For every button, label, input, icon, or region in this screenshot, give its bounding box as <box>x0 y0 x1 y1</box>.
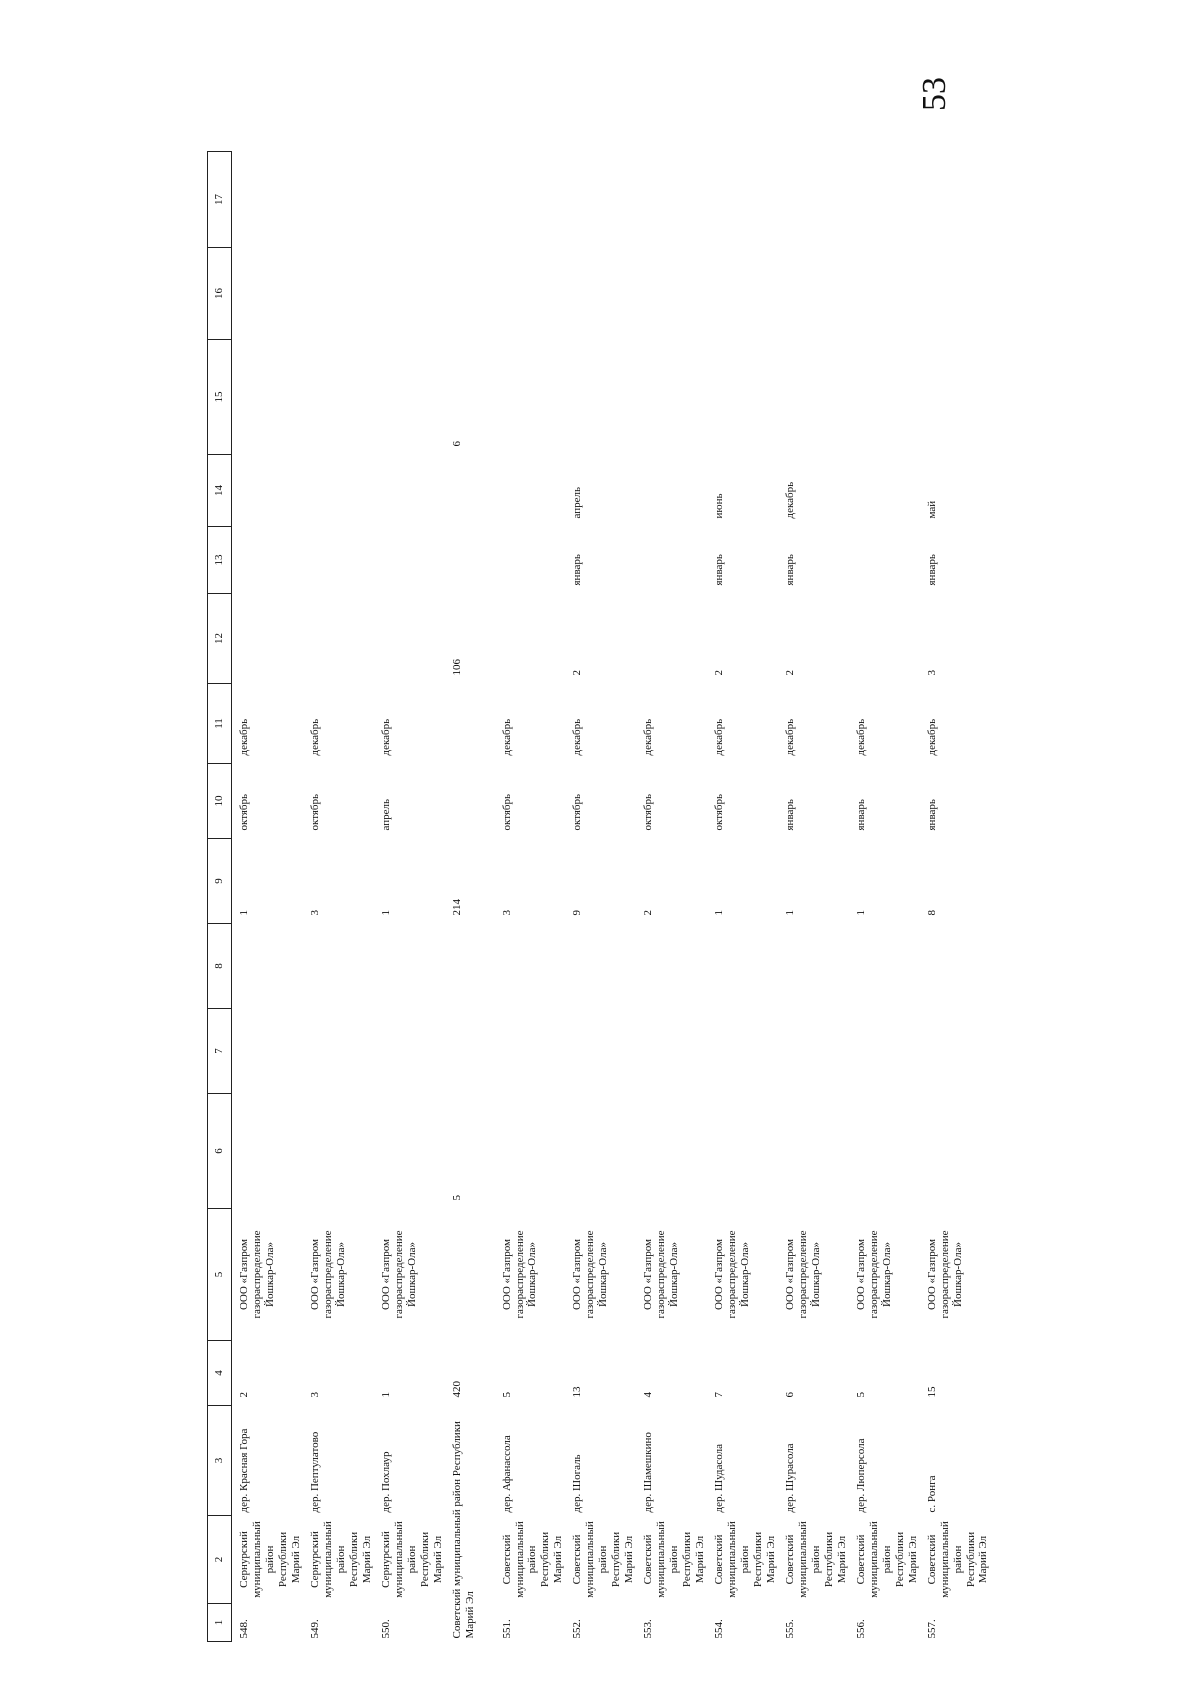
cell-col-4: 3 <box>308 1392 321 1398</box>
cell-col-9: 1 <box>854 910 867 916</box>
subtotal-cell-col-16 <box>445 248 495 340</box>
cell-col-1: 556. <box>854 1619 867 1639</box>
subtotal-cell-col-12: 106 <box>450 659 463 676</box>
cell-col-15 <box>707 340 778 455</box>
cell-col-10: январь <box>854 799 867 831</box>
cell-col-1: 557. <box>925 1619 938 1639</box>
cell-col-8 <box>920 924 991 1009</box>
subtotal-cell-col-8 <box>445 924 495 1009</box>
cell-col-11: декабрь <box>783 718 796 756</box>
column-header-6: 6 <box>208 1094 232 1209</box>
cell-col-13 <box>636 527 707 594</box>
cell-col-5: ООО «Газпром газораспределение Йошкар-Ола» <box>379 1230 418 1319</box>
cell-col-1: 555. <box>783 1619 796 1639</box>
cell-col-10: январь <box>783 799 796 831</box>
cell-col-11: декабрь <box>571 718 584 756</box>
cell-col-8 <box>565 924 636 1009</box>
cell-col-6 <box>303 1094 374 1209</box>
cell-col-1: 553. <box>642 1619 655 1639</box>
cell-col-13: январь <box>925 554 938 586</box>
subtotal-cell-col-9: 214 <box>450 899 463 916</box>
cell-col-3: дер. Афанассола <box>500 1435 513 1513</box>
cell-col-10: октябрь <box>238 793 250 831</box>
cell-col-11: декабрь <box>308 718 321 756</box>
column-header-13: 13 <box>208 527 232 594</box>
cell-col-17 <box>778 152 849 248</box>
cell-col-10: октябрь <box>713 793 726 831</box>
cell-col-5: ООО «Газпром газораспределение Йошкар-Ола» <box>500 1230 539 1319</box>
cell-col-16 <box>707 248 778 340</box>
cell-col-15 <box>849 340 920 455</box>
cell-col-14: май <box>925 500 938 519</box>
cell-col-7 <box>303 1009 374 1094</box>
cell-col-8 <box>849 924 920 1009</box>
cell-col-8 <box>232 924 303 1009</box>
cell-col-6 <box>232 1094 303 1209</box>
cell-col-8 <box>303 924 374 1009</box>
cell-col-10: октябрь <box>571 793 584 831</box>
cell-col-6 <box>920 1094 991 1209</box>
cell-col-8 <box>778 924 849 1009</box>
subtotal-cell-col-13 <box>445 527 495 594</box>
subtotal-cell-col-6: 5 <box>450 1195 463 1201</box>
cell-col-7 <box>849 1009 920 1094</box>
cell-col-17 <box>232 152 303 248</box>
subtotal-cell-col-14 <box>445 455 495 527</box>
column-header-8: 8 <box>208 924 232 1009</box>
cell-col-12 <box>636 594 707 684</box>
cell-col-9: 1 <box>238 910 250 916</box>
cell-col-6 <box>374 1094 445 1209</box>
table-row <box>374 152 445 1642</box>
cell-col-5: ООО «Газпром газораспределение Йошкар-Ола» <box>783 1230 822 1319</box>
cell-col-2: Советский муниципальный район Республики Марий Эл <box>713 1521 777 1598</box>
column-header-7: 7 <box>208 1009 232 1094</box>
cell-col-9: 2 <box>642 910 655 916</box>
cell-col-13: январь <box>713 554 726 586</box>
cell-col-4: 13 <box>571 1386 584 1398</box>
cell-col-13 <box>232 527 303 594</box>
cell-col-10: октябрь <box>500 793 513 831</box>
cell-col-13 <box>495 527 566 594</box>
cell-col-14: апрель <box>571 486 584 519</box>
cell-col-7 <box>374 1009 445 1094</box>
cell-col-2: Сернурский муниципальный район Республики Марий Эл <box>238 1521 302 1598</box>
subtotal-cell-col-17 <box>445 152 495 248</box>
cell-col-15 <box>232 340 303 455</box>
table-row <box>778 152 849 1642</box>
cell-col-8 <box>495 924 566 1009</box>
cell-col-7 <box>707 1009 778 1094</box>
cell-col-2: Советский муниципальный район Республики Марий Эл <box>571 1521 636 1598</box>
cell-col-16 <box>303 248 374 340</box>
cell-col-2: Советский муниципальный район Республики Марий Эл <box>500 1521 565 1598</box>
rotated-table-container <box>207 152 1147 1642</box>
cell-col-1: 551. <box>500 1619 513 1639</box>
column-header-11: 11 <box>208 684 232 764</box>
cell-col-3: дер. Шамешкино <box>642 1432 655 1513</box>
cell-col-17 <box>374 152 445 248</box>
cell-col-12: 2 <box>571 670 584 676</box>
cell-col-5: ООО «Газпром газораспределение Йошкар-Ола» <box>238 1230 276 1319</box>
table-row <box>565 152 636 1642</box>
table-row <box>303 152 374 1642</box>
cell-col-8 <box>374 924 445 1009</box>
column-header-16: 16 <box>208 248 232 340</box>
cell-col-3: дер. Шурасола <box>783 1443 796 1513</box>
cell-col-12: 2 <box>713 670 726 676</box>
district-label: Советский муниципальный район Республики Марий Эл <box>450 1421 476 1639</box>
cell-col-11: декабрь <box>500 718 513 756</box>
cell-col-14 <box>374 455 445 527</box>
table-row <box>636 152 707 1642</box>
cell-col-13 <box>849 527 920 594</box>
cell-col-15 <box>920 340 991 455</box>
cell-col-17 <box>565 152 636 248</box>
cell-col-5: ООО «Газпром газораспределение Йошкар-Ола» <box>925 1230 964 1319</box>
cell-col-16 <box>565 248 636 340</box>
cell-col-12 <box>232 594 303 684</box>
cell-col-5: ООО «Газпром газораспределение Йошкар-Ола» <box>713 1230 751 1319</box>
table-row <box>707 152 778 1642</box>
cell-col-7 <box>920 1009 991 1094</box>
cell-col-16 <box>374 248 445 340</box>
cell-col-9: 1 <box>783 910 796 916</box>
cell-col-4: 6 <box>783 1392 796 1398</box>
cell-col-17 <box>636 152 707 248</box>
cell-col-1: 550. <box>379 1619 392 1639</box>
cell-col-15 <box>303 340 374 455</box>
cell-col-8 <box>636 924 707 1009</box>
subtotal-cell-col-4: 420 <box>450 1381 463 1398</box>
cell-col-2: Советский муниципальный район Республики Марий Эл <box>642 1521 707 1598</box>
cell-col-6 <box>707 1094 778 1209</box>
cell-col-7 <box>232 1009 303 1094</box>
cell-col-5: ООО «Газпром газораспределение Йошкар-Ола» <box>854 1230 893 1319</box>
cell-col-10: октябрь <box>642 793 655 831</box>
cell-col-6 <box>565 1094 636 1209</box>
cell-col-17 <box>920 152 991 248</box>
cell-col-11: декабрь <box>642 718 655 756</box>
cell-col-16 <box>495 248 566 340</box>
page-number: 53 <box>916 77 953 111</box>
cell-col-17 <box>303 152 374 248</box>
column-header-12: 12 <box>208 594 232 684</box>
cell-col-9: 3 <box>308 910 321 916</box>
cell-col-15 <box>374 340 445 455</box>
cell-col-16 <box>232 248 303 340</box>
cell-col-3: с. Ронга <box>925 1475 938 1513</box>
cell-col-1: 548. <box>238 1619 250 1639</box>
cell-col-4: 7 <box>713 1392 726 1398</box>
cell-col-13 <box>374 527 445 594</box>
cell-col-3: дер. Красная Гора <box>238 1428 250 1513</box>
cell-col-5: ООО «Газпром газораспределение Йошкар-Ола» <box>571 1230 610 1319</box>
cell-col-11: декабрь <box>379 718 392 756</box>
column-header-4: 4 <box>208 1341 232 1406</box>
cell-col-4: 5 <box>854 1392 867 1398</box>
cell-col-5: ООО «Газпром газораспределение Йошкар-Ола» <box>642 1230 681 1319</box>
cell-col-3: дер. Похлаур <box>379 1451 392 1513</box>
cell-col-15 <box>495 340 566 455</box>
table-row <box>920 152 991 1642</box>
table-body <box>232 152 991 1642</box>
cell-col-2: Советский муниципальный район Республики Марий Эл <box>854 1521 919 1598</box>
cell-col-2: Сернурский муниципальный район Республики Марий Эл <box>308 1521 373 1598</box>
cell-col-3: дер. Люперсола <box>854 1438 867 1513</box>
cell-col-1: 552. <box>571 1619 584 1639</box>
cell-col-14 <box>849 455 920 527</box>
cell-col-9: 3 <box>500 910 513 916</box>
cell-col-17 <box>849 152 920 248</box>
subtotal-cell-col-7 <box>445 1009 495 1094</box>
column-header-1: 1 <box>208 1604 232 1642</box>
table-row <box>849 152 920 1642</box>
subtotal-cell-col-10 <box>445 764 495 839</box>
table-row <box>495 152 566 1642</box>
cell-col-16 <box>778 248 849 340</box>
cell-col-9: 8 <box>925 910 938 916</box>
cell-col-16 <box>920 248 991 340</box>
cell-col-12 <box>849 594 920 684</box>
cell-col-7 <box>565 1009 636 1094</box>
column-header-17: 17 <box>208 152 232 248</box>
cell-col-2: Советский муниципальный район Республики Марий Эл <box>783 1521 848 1598</box>
cell-col-8 <box>707 924 778 1009</box>
cell-col-14 <box>303 455 374 527</box>
cell-col-1: 554. <box>713 1619 726 1639</box>
cell-col-11: декабрь <box>854 718 867 756</box>
cell-col-9: 9 <box>571 910 584 916</box>
subtotal-cell-col-15: 6 <box>450 441 463 447</box>
column-header-2: 2 <box>208 1516 232 1604</box>
cell-col-5: ООО «Газпром газораспределение Йошкар-Ола» <box>308 1230 347 1319</box>
cell-col-14: июнь <box>713 493 726 519</box>
cell-col-7 <box>778 1009 849 1094</box>
column-number-header-row <box>208 152 232 1642</box>
cell-col-2: Советский муниципальный район Республики Марий Эл <box>925 1521 990 1598</box>
cell-col-3: дер. Шудасола <box>713 1444 726 1513</box>
cell-col-12 <box>495 594 566 684</box>
column-header-10: 10 <box>208 764 232 839</box>
cell-col-12: 3 <box>925 670 938 676</box>
column-header-15: 15 <box>208 340 232 455</box>
subtotal-cell-col-11 <box>445 684 495 764</box>
cell-col-14 <box>232 455 303 527</box>
cell-col-4: 4 <box>642 1392 655 1398</box>
cell-col-15 <box>636 340 707 455</box>
cell-col-6 <box>778 1094 849 1209</box>
cell-col-10: октябрь <box>308 793 321 831</box>
cell-col-16 <box>849 248 920 340</box>
column-header-9: 9 <box>208 839 232 924</box>
cell-col-14 <box>495 455 566 527</box>
cell-col-2: Сернурский муниципальный район Республики Марий Эл <box>379 1521 444 1598</box>
cell-col-7 <box>495 1009 566 1094</box>
cell-col-14 <box>636 455 707 527</box>
gasification-table <box>207 151 990 1642</box>
cell-col-10: апрель <box>379 798 392 831</box>
cell-col-9: 1 <box>713 910 726 916</box>
cell-col-4: 2 <box>238 1392 250 1398</box>
cell-col-14: декабрь <box>783 481 796 519</box>
cell-col-17 <box>495 152 566 248</box>
cell-col-11: декабрь <box>238 718 250 756</box>
cell-col-4: 1 <box>379 1392 392 1398</box>
cell-col-9: 1 <box>379 910 392 916</box>
cell-col-12 <box>303 594 374 684</box>
cell-col-13: январь <box>783 554 796 586</box>
cell-col-17 <box>707 152 778 248</box>
column-header-14: 14 <box>208 455 232 527</box>
cell-col-3: дер. Пептулатово <box>308 1431 321 1513</box>
cell-col-3: дер. Шогаль <box>571 1454 584 1513</box>
cell-col-6 <box>849 1094 920 1209</box>
cell-col-15 <box>565 340 636 455</box>
cell-col-12: 2 <box>783 670 796 676</box>
cell-col-6 <box>636 1094 707 1209</box>
cell-col-15 <box>778 340 849 455</box>
column-header-5: 5 <box>208 1209 232 1341</box>
cell-col-12 <box>374 594 445 684</box>
cell-col-7 <box>636 1009 707 1094</box>
cell-col-13: январь <box>571 554 584 586</box>
cell-col-4: 5 <box>500 1392 513 1398</box>
cell-col-11: декабрь <box>713 718 726 756</box>
table-row <box>232 152 303 1642</box>
column-header-3: 3 <box>208 1406 232 1516</box>
cell-col-11: декабрь <box>925 718 938 756</box>
cell-col-6 <box>495 1094 566 1209</box>
cell-col-1: 549. <box>308 1619 321 1639</box>
cell-col-13 <box>303 527 374 594</box>
subtotal-cell-col-5 <box>445 1209 495 1341</box>
cell-col-10: январь <box>925 799 938 831</box>
district-subtotal-row <box>445 152 495 1642</box>
cell-col-16 <box>636 248 707 340</box>
cell-col-4: 15 <box>925 1386 938 1398</box>
